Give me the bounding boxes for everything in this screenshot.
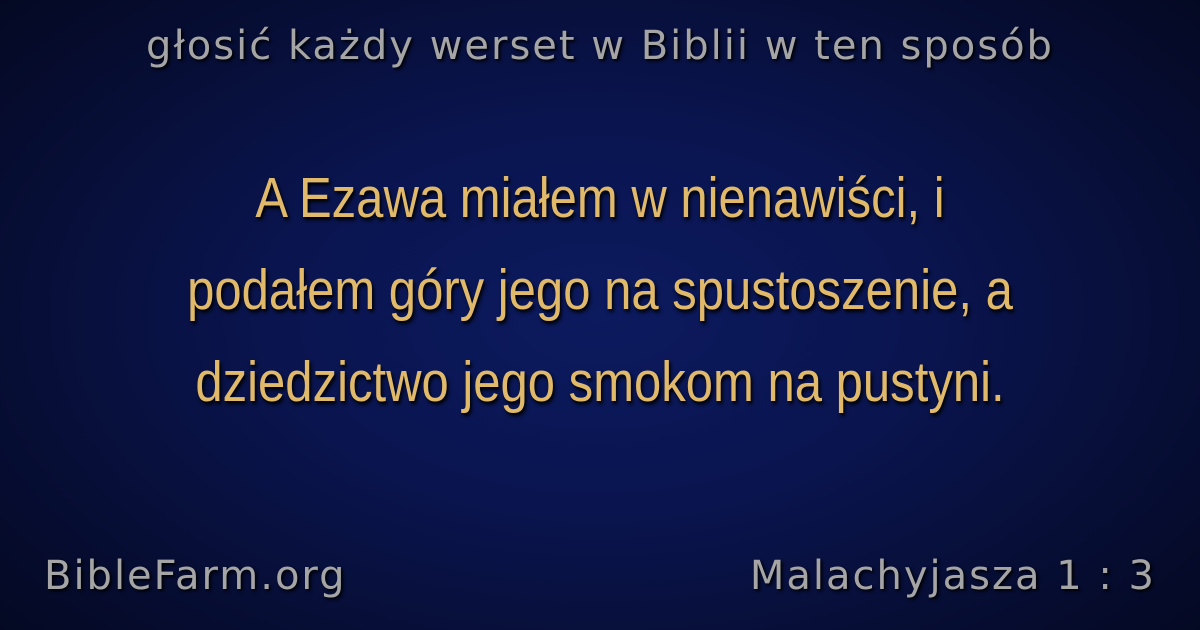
verse-reference: Malachyjasza 1 : 3 — [749, 553, 1156, 599]
verse-text — [118, 152, 1081, 428]
verse-line: dziedzictwo jego smokom na pustyni. — [195, 350, 1005, 414]
site-name: BibleFarm.org — [44, 553, 347, 599]
tagline: głosić każdy werset w Biblii w ten sposób — [146, 23, 1054, 69]
verse-line: podałem góry jego na spustoszenie, a — [187, 258, 1013, 322]
verse-line: A Ezawa miałem w nienawiści, i — [255, 166, 945, 230]
